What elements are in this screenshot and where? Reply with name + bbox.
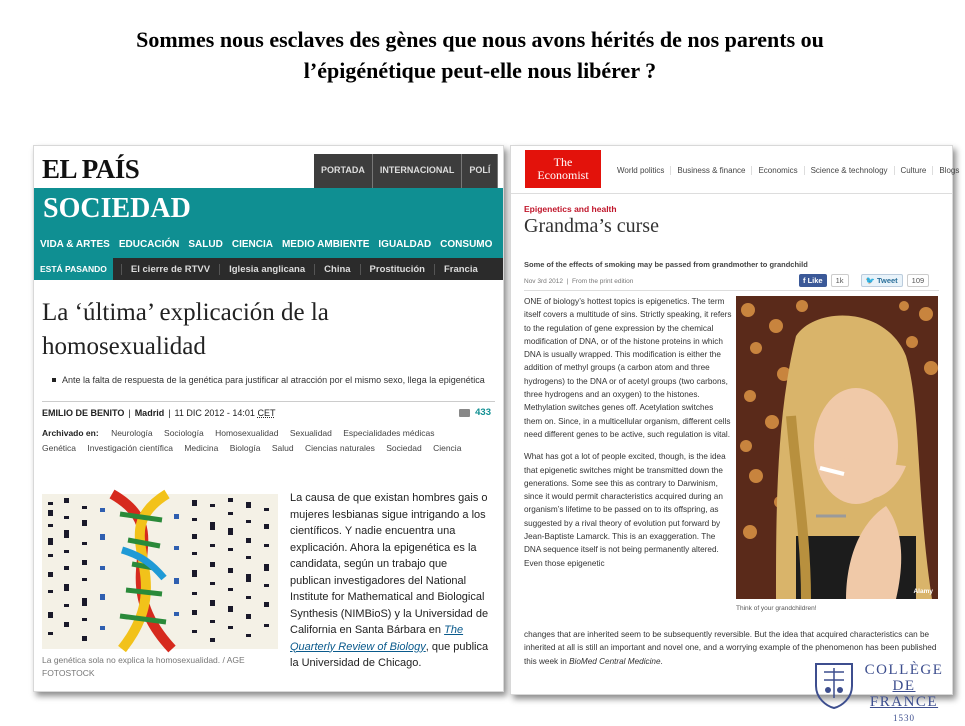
menu-item[interactable]: World politics [617, 166, 665, 175]
tag-link[interactable]: Neurología [111, 428, 153, 438]
comment-icon [459, 409, 470, 417]
subnav-item[interactable]: CONSUMO [440, 238, 493, 250]
tag-link[interactable]: Sociología [164, 428, 204, 438]
journal-link[interactable]: The Quarterly Review of Biology [290, 624, 464, 653]
dna-photo [42, 494, 278, 649]
archived-label: Archivado en: [42, 428, 99, 438]
article-kicker: Epigenetics and health [524, 204, 617, 214]
subnav-item[interactable]: MEDIO AMBIENTE [281, 238, 370, 250]
economist-article-screenshot [510, 145, 960, 695]
slide-title-line-2: l’épigénétique peut-elle nous libérer ? [303, 58, 657, 83]
tag-link[interactable]: Genética [42, 443, 77, 453]
tag-link[interactable]: Ciencias naturales [304, 443, 375, 453]
subnav-item[interactable]: VIDA & ARTES [40, 238, 110, 250]
college-name: COLLÈGE DE FRANCE 1530 [864, 662, 944, 723]
tweet-button[interactable]: 🐦 Tweet [861, 274, 903, 287]
subnav-item[interactable]: IGUALDAD [378, 238, 432, 250]
archived-tags [42, 426, 495, 456]
author-name[interactable]: EMILIO DE BENITO [42, 408, 125, 418]
tag-link[interactable]: Sociedad [386, 443, 422, 453]
article-body-continued: changes that are inherited seem to be subsequently reversible. But the idea that acquired characteristics can be inherited at all is still an important and novel one, and a worrying example of the phenomenon has been published this week in BioMed Central Medicine. [524, 630, 937, 666]
elpais-sub-nav [34, 230, 503, 258]
paragraph: What has got a lot of people excited, though, is the idea that epigenetic switches might be transmitted down the generations. Some see this as contrary to Darwinism, since it would permit characteristics acquired during an organism’s lifetime to be passed on to its offspring, as suggested by a rival theory of evolution put forward by Jean-Baptiste Lamarck. This is an exaggeration. The DNA sequence itself is not being permanently altered. Even those epigenetic [524, 452, 726, 568]
article-headline: La ‘última’ explicación de la homosexualidad [42, 299, 329, 360]
trending-item[interactable]: Francia [434, 264, 487, 275]
college-de-france-logo [812, 658, 952, 723]
top-nav-portada[interactable]: PORTADA [314, 154, 373, 188]
elpais-article-screenshot [33, 145, 504, 692]
menu-item[interactable]: Blogs [932, 166, 965, 175]
article-date: Nov 3rd 2012 | From the print edition [524, 278, 634, 285]
facebook-like-button[interactable]: f Like [799, 274, 827, 287]
tag-link[interactable]: Medicina [184, 443, 219, 453]
menu-item[interactable]: Economics [751, 166, 803, 175]
trending-bar [34, 258, 503, 280]
section-title: SOCIEDAD [34, 188, 503, 230]
journal-name[interactable]: BioMed Central Medicine [569, 656, 661, 666]
image-caption: La genética sola no explica la homosexualidad. / AGE FOTOSTOCK [42, 655, 245, 678]
timezone: CET [257, 408, 276, 418]
tag-link[interactable]: Investigación científica [87, 443, 173, 453]
menu-item[interactable]: Business & finance [670, 166, 751, 175]
article-title: Grandma’s curse [524, 215, 659, 237]
slide-title [20, 24, 940, 86]
top-nav-internacional[interactable]: INTERNACIONAL [373, 154, 463, 188]
subnav-item[interactable]: CIENCIA [231, 238, 273, 250]
elpais-header [34, 146, 503, 188]
subnav-item[interactable]: EDUCACIÓN [118, 238, 180, 250]
menu-item[interactable]: Science & technology [804, 166, 894, 175]
tag-link[interactable]: Ciencia [433, 443, 462, 453]
trending-item[interactable]: El cierre de RTVV [121, 264, 219, 275]
article-byline: EMILIO DE BENITO | Madrid | 11 DIC 2012 - 14:01 CET 433 [42, 401, 495, 418]
article-standfirst: Ante la falta de respuesta de la genética para justificar al atracción por el mismo sexo, llega la epigenética [62, 374, 489, 387]
trending-label: ESTÁ PASANDO [34, 258, 113, 280]
menu-item[interactable]: Culture [894, 166, 933, 175]
economist-header [511, 146, 960, 194]
article-subtitle: Some of the effects of smoking may be passed from grandmother to grandchild [524, 260, 808, 269]
photo-credit: Alamy [913, 588, 933, 595]
publish-date: 11 DIC 2012 - 14:01 [174, 408, 255, 418]
divider [524, 290, 939, 291]
slide-title-line-1: Sommes nous esclaves des gènes que nous avons hérités de nos parents ou [136, 27, 824, 52]
subnav-item[interactable]: SALUD [188, 238, 223, 250]
tweet-count: 109 [907, 274, 930, 287]
dateline-city: Madrid [134, 408, 165, 418]
tag-link[interactable]: Especialidades médicas [343, 428, 435, 438]
tag-link[interactable]: Homosexualidad [215, 428, 279, 438]
economist-menu [611, 166, 965, 175]
crest-icon [812, 658, 856, 710]
like-count: 1k [831, 274, 849, 287]
elpais-top-nav [314, 154, 498, 188]
article-body: La causa de que existan hombres gais o mujeres lesbianas sigue intrigando a los científicos. Y nadie encuentra una explicación. Ahora la epigenética es la candidata, según un trabajo que publican investigadores del National Institute for Mathematical and Biological Synthesis (NIMBioS) y la Universidad de California en Santa Bárbara en The Quarterly Review of Biology, que publica la Universidad de Chicago. [290, 492, 489, 669]
comments-count[interactable]: 433 [459, 407, 491, 418]
tag-link[interactable]: Sexualidad [289, 428, 332, 438]
trending-item[interactable]: Prostitución [360, 264, 434, 275]
image-caption: Think of your grandchildren! [736, 605, 817, 612]
social-share [799, 274, 929, 287]
economist-logo[interactable]: The Economist [525, 150, 601, 188]
smoking-girl-photo [736, 296, 938, 599]
elpais-logo: EL PAÍS [42, 154, 140, 184]
tag-link[interactable]: Biología [229, 443, 261, 453]
trending-item[interactable]: Iglesia anglicana [219, 264, 314, 275]
paragraph: ONE of biology’s hottest topics is epigenetics. The term itself covers a multitude of sins. Strictly speaking, it refers to the regulation of gene expression by the chemical modification of DNA, or of the histone proteins in which DNA is usually wrapped. This modification is either the addition of methyl groups (a carbon atom and three hydrogens) to the DNA or of acetyl groups (two carbons, three hydrogens and an oxygen) to the histones. Methylation switches genes off. Acetylation switches them on. Since, in a multicellular organism, different cells need different genes to be active, such regulation is vital. [524, 297, 732, 439]
tag-link[interactable]: Salud [271, 443, 294, 453]
article-body [524, 295, 732, 579]
top-nav-politica[interactable]: POLÍ [462, 154, 498, 188]
trending-item[interactable]: China [314, 264, 359, 275]
